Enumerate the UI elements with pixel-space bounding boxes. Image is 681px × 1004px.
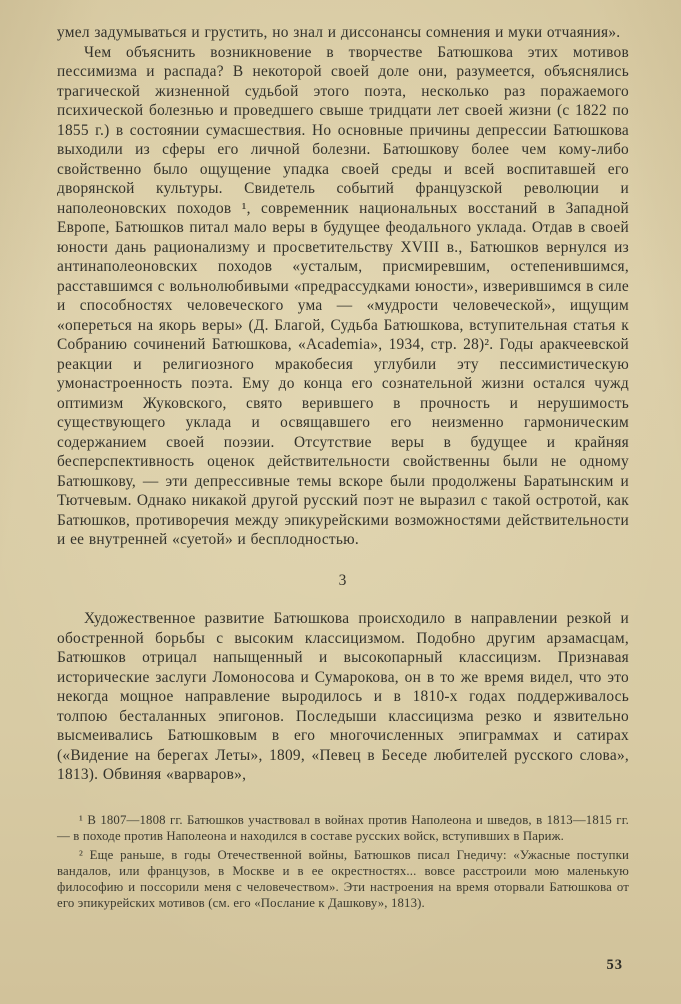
- paragraph-pessimism-motives: Чем объяснить возникновение в творчестве Батюшкова этих мотивов пессимизма и распада? В некоторой своей доле они, разумеется, объяснялись трагической жизненной судьбой этого поэта, несколько раз поражаемого психической болезнью и проведшего свыше тридцати лет своей жизни (с 1822 по 1855 г.) в состоянии сумасшествия. Но основные причины депрессии Батюшкова выходили из сферы его личной болезни. Батюшкову более чем кому-либо свойственно было ощущение упадка своей среды и всей воспитавшей его дворянской культуры. Свидетель событий французской революции и наполеоновских походов ¹, современник национальных восстаний в Западной Европе, Батюшков питал мало веры в будущее феодального уклада. Отдав в своей юности дань рационализму и просветительству XVIII в., Батюшков вернулся из антинаполеоновских походов «усталым, присмиревшим, остепенившимся, расставшимся с вольнолюбивыми «предрассудками юности», изверившимся в силе и способностях человеческого ума — «мудрости человеческой», ищущим «опереться на якорь веры» (Д. Благой, Судьба Батюшкова, вступительная статья к Собранию сочинений Батюшкова, «Academia», 1934, стр. 28)². Годы аракчеевской реакции и религиозного мракобесия углубили эту пессимистическую умонастроенность поэта. Ему до конца его сознательной жизни остался чужд оптимизм Жуковского, свято верившего в прочность и нерушимость существующего уклада и освящавшего его неизменно гармоническим содержанием своей поэзии. Отсутствие веры в будущее и крайняя бесперспективность оценок действительности свойственны были не одному Батюшкову, — эти депрессивные темы вскоре были продолжены Баратынским и Тютчевым. Однако никакой другой русский поэт не выразил с такой остротой, как Батюшков, противоречия между эпикурейскими возможностями действительности и ее внутренней «суетой» и бесплодностью.: [57, 43, 629, 548]
- paragraph-artistic-development: Художественное развитие Батюшкова происходило в направлении резкой и обостренной борьбы с высоким классицизмом. Подобно другим арзамасцам, Батюшков отрицал напыщенный и высокопарный классицизм. Признавая исторические заслуги Ломоносова и Сумарокова, он в то же время видел, что это некогда мощное направление выродилось и в 1810-х годах поддерживалось толпою бесталанных эпигонов. Последыши классицизма резко и язвительно высмеивались Батюшковым в его многочисленных эпиграммах и сатирах («Видение на берегах Леты», 1809, «Певец в Беседе любителей русского слова», 1813). Обвиняя «варваров»,: [57, 610, 629, 783]
- footnote-1: ¹ В 1807—1808 гг. Батюшков участвовал в войнах против Наполеона и шведов, в 1813—1815 гг. — в походе против Наполеона и находился в составе русских войск, вступивших в Париж.: [57, 812, 629, 843]
- footnotes-block: [57, 812, 629, 911]
- page-number: 53: [606, 957, 623, 973]
- continuation-paragraph: умел задумываться и грустить, но знал и диссонансы сомнения и муки отчаяния».: [57, 24, 621, 41]
- footnote-2: ² Еще раньше, в годы Отечественной войны, Батюшков писал Гнедичу: «Ужасные поступки вандалов, или французов, в Москве и в ее окрестностях... вовсе расстроили мою маленькую философию и поссорили меня с человечеством». Эти настроения на время оторвали Батюшкова от его эпикурейских мотивов (см. его «Послание к Дашкову», 1813).: [57, 847, 629, 910]
- section-heading: 3: [338, 571, 348, 589]
- main-text-block: [57, 23, 629, 785]
